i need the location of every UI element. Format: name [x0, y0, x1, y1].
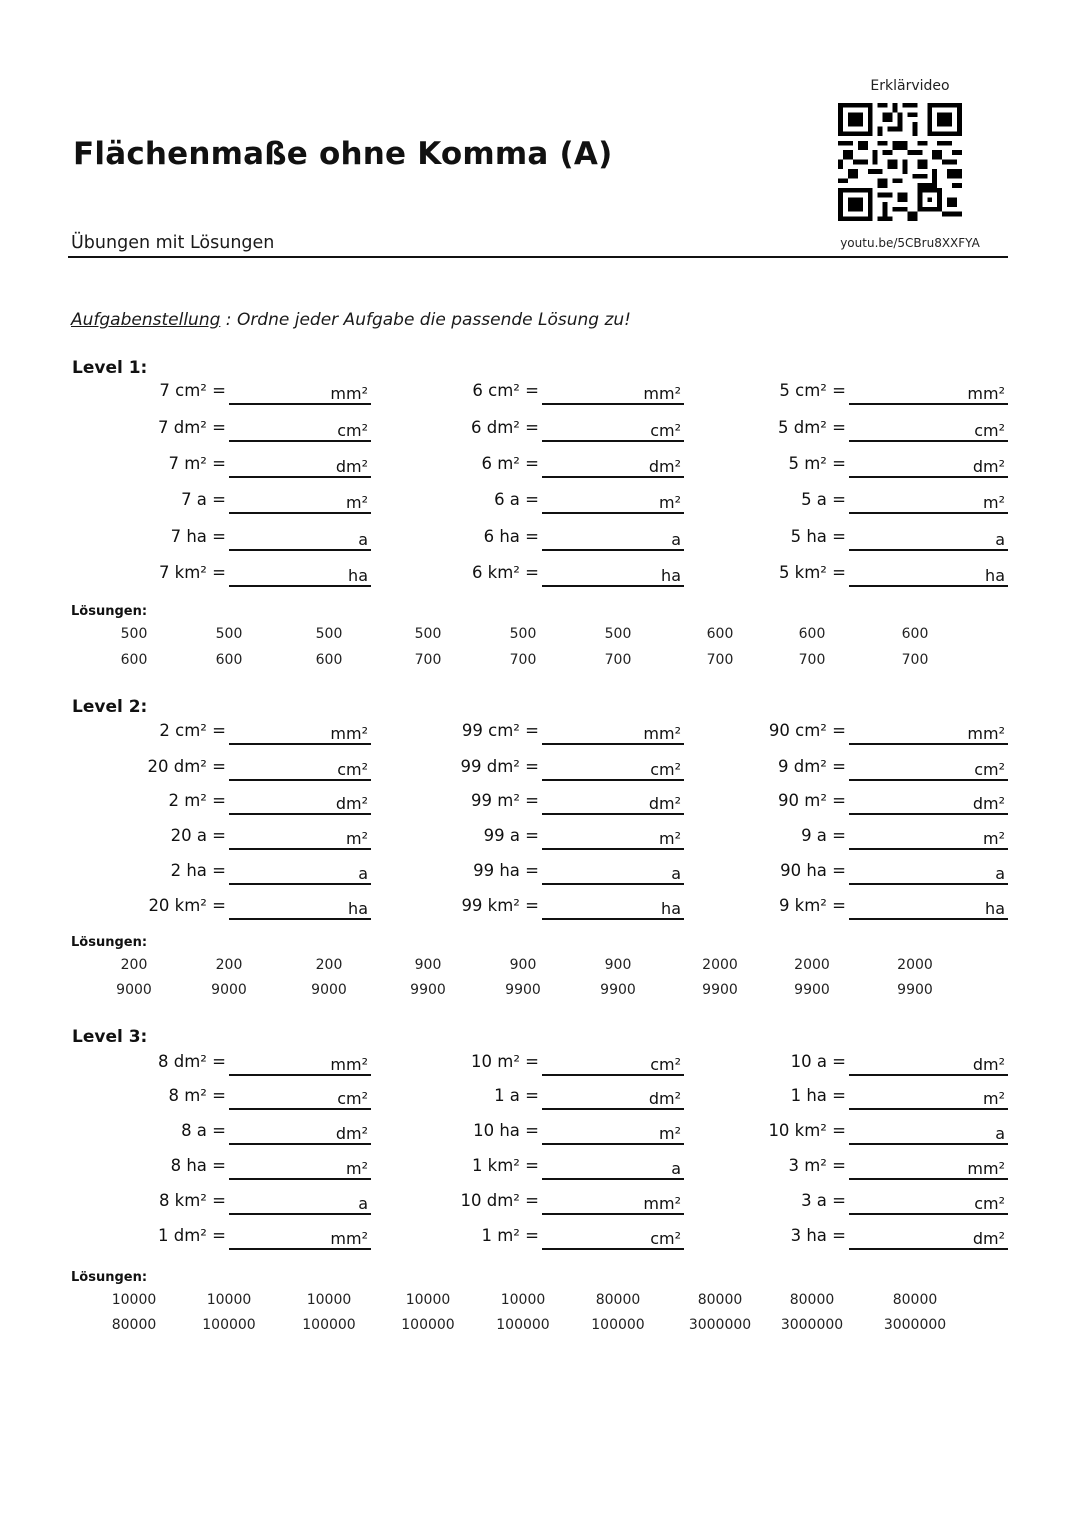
target-unit: cm² [974, 760, 1005, 779]
target-unit: a [995, 864, 1005, 883]
exercise-term: 20 dm² = [147, 757, 226, 776]
solution-value[interactable]: 9000 [311, 982, 347, 998]
exercise-term: 7 km² = [158, 563, 226, 582]
solution-value[interactable]: 200 [120, 957, 148, 973]
solution-value[interactable]: 200 [215, 957, 243, 973]
target-unit: mm² [643, 724, 681, 743]
exercise-term: 5 a = [801, 490, 846, 509]
solutions-title: Lösungen: [71, 935, 148, 950]
solution-value[interactable]: 10000 [206, 1292, 252, 1308]
exercise-term: 1 a = [494, 1086, 539, 1105]
solution-value[interactable]: 2000 [794, 957, 830, 973]
target-unit: a [995, 530, 1005, 549]
target-unit: a [671, 530, 681, 549]
solution-value[interactable]: 2000 [897, 957, 933, 973]
exercise-row [0, 1086, 1080, 1116]
exercise-term: 9 dm² = [778, 757, 846, 776]
target-unit: dm² [972, 1229, 1005, 1248]
target-unit: cm² [650, 421, 681, 440]
solutions-title: Lösungen: [71, 604, 148, 619]
solution-value[interactable]: 500 [315, 626, 343, 642]
solution-value[interactable]: 100000 [202, 1317, 256, 1333]
solutions-title: Lösungen: [71, 1270, 148, 1285]
exercise-row [0, 563, 1080, 593]
exercise-row [0, 721, 1080, 751]
exercise-row [0, 861, 1080, 891]
exercise-term: 10 m² = [471, 1052, 539, 1071]
exercise-term: 2 m² = [168, 791, 226, 810]
target-unit: dm² [972, 457, 1005, 476]
solution-value[interactable]: 100000 [496, 1317, 550, 1333]
exercise-row [0, 826, 1080, 856]
answer-blank[interactable] [849, 1178, 1008, 1180]
exercise-term: 3 m² = [788, 1156, 846, 1175]
target-unit: a [358, 1194, 368, 1213]
solution-value[interactable]: 700 [706, 652, 734, 668]
video-label: Erklärvideo [870, 78, 950, 94]
exercise-term: 90 ha = [780, 861, 846, 880]
target-unit: a [671, 1159, 681, 1178]
answer-blank[interactable] [849, 1143, 1008, 1145]
page-subtitle: Übungen mit Lösungen [71, 233, 275, 253]
target-unit: mm² [967, 384, 1005, 403]
solution-value[interactable]: 80000 [789, 1292, 835, 1308]
task-instruction [71, 310, 631, 330]
target-unit: mm² [330, 1055, 368, 1074]
exercise-row [0, 418, 1080, 448]
answer-blank[interactable] [849, 918, 1008, 920]
solution-value[interactable]: 10000 [405, 1292, 451, 1308]
target-unit: cm² [650, 1229, 681, 1248]
answer-blank[interactable] [849, 549, 1008, 551]
solution-value[interactable]: 500 [414, 626, 442, 642]
exercise-term: 9 km² = [778, 896, 846, 915]
exercise-row [0, 381, 1080, 411]
solution-value[interactable]: 600 [706, 626, 734, 642]
target-unit: mm² [643, 1194, 681, 1213]
target-unit: mm² [330, 1229, 368, 1248]
exercise-row [0, 490, 1080, 520]
solution-value[interactable]: 500 [215, 626, 243, 642]
solution-value[interactable]: 80000 [595, 1292, 641, 1308]
exercise-term: 5 km² = [778, 563, 846, 582]
exercise-term: 6 m² = [481, 454, 539, 473]
solution-value[interactable]: 900 [414, 957, 442, 973]
target-unit: ha [985, 566, 1005, 585]
exercise-term: 20 km² = [148, 896, 226, 915]
target-unit: m² [346, 1159, 368, 1178]
target-unit: cm² [337, 421, 368, 440]
answer-blank[interactable] [849, 1248, 1008, 1250]
target-unit: dm² [972, 1055, 1005, 1074]
target-unit: dm² [335, 457, 368, 476]
video-link[interactable]: youtu.be/5CBru8XXFYA [840, 236, 980, 250]
exercise-row [0, 527, 1080, 557]
level-title: Level 3: [72, 1027, 148, 1047]
exercise-term: 6 km² = [471, 563, 539, 582]
answer-blank[interactable] [849, 743, 1008, 745]
exercise-term: 1 km² = [471, 1156, 539, 1175]
solution-value[interactable]: 9900 [794, 982, 830, 998]
exercise-term: 8 dm² = [158, 1052, 226, 1071]
target-unit: ha [348, 566, 368, 585]
solution-value[interactable]: 9000 [211, 982, 247, 998]
exercise-term: 3 a = [801, 1191, 846, 1210]
answer-blank[interactable] [849, 1213, 1008, 1215]
exercise-term: 1 dm² = [158, 1226, 226, 1245]
solution-value[interactable]: 9900 [702, 982, 738, 998]
qr-code-icon[interactable] [838, 103, 962, 221]
exercise-term: 1 m² = [481, 1226, 539, 1245]
target-unit: a [995, 1124, 1005, 1143]
exercise-term: 99 km² = [461, 896, 539, 915]
target-unit: a [358, 530, 368, 549]
solution-value[interactable]: 3000000 [780, 1317, 844, 1333]
page-title: Flächenmaße ohne Komma (A) [73, 136, 613, 172]
exercise-term: 90 cm² = [768, 721, 846, 740]
solution-value[interactable]: 9900 [505, 982, 541, 998]
target-unit: m² [659, 829, 681, 848]
solution-value[interactable]: 700 [901, 652, 929, 668]
exercise-term: 6 ha = [483, 527, 539, 546]
task-label: Aufgabenstellung [71, 310, 221, 330]
target-unit: cm² [650, 1055, 681, 1074]
solution-value[interactable]: 80000 [892, 1292, 938, 1308]
solution-value[interactable]: 10000 [500, 1292, 546, 1308]
solution-value[interactable]: 9900 [600, 982, 636, 998]
solution-value[interactable]: 700 [509, 652, 537, 668]
exercise-term: 7 a = [181, 490, 226, 509]
exercise-term: 8 m² = [168, 1086, 226, 1105]
answer-blank[interactable] [849, 440, 1008, 442]
solution-value[interactable]: 100000 [401, 1317, 455, 1333]
target-unit: m² [346, 829, 368, 848]
solution-value[interactable]: 100000 [302, 1317, 356, 1333]
target-unit: a [358, 864, 368, 883]
solution-value[interactable]: 100000 [591, 1317, 645, 1333]
exercise-term: 5 m² = [788, 454, 846, 473]
solution-value[interactable]: 600 [315, 652, 343, 668]
solution-value[interactable]: 700 [604, 652, 632, 668]
target-unit: ha [348, 899, 368, 918]
task-separator: : [220, 310, 237, 330]
target-unit: cm² [337, 1089, 368, 1108]
target-unit: dm² [648, 457, 681, 476]
exercise-row [0, 896, 1080, 926]
level-title: Level 2: [72, 697, 148, 717]
solution-value[interactable]: 600 [901, 626, 929, 642]
solution-value[interactable]: 500 [509, 626, 537, 642]
target-unit: ha [661, 899, 681, 918]
exercise-term: 10 km² = [768, 1121, 846, 1140]
header-divider [68, 256, 1008, 258]
exercise-term: 5 cm² = [779, 381, 846, 400]
target-unit: m² [346, 493, 368, 512]
exercise-row [0, 1121, 1080, 1151]
exercise-term: 3 ha = [790, 1226, 846, 1245]
solution-value[interactable]: 900 [509, 957, 537, 973]
exercise-term: 90 m² = [778, 791, 846, 810]
solution-value[interactable]: 3000000 [688, 1317, 752, 1333]
answer-blank[interactable] [849, 403, 1008, 405]
exercise-term: 10 dm² = [460, 1191, 539, 1210]
exercise-term: 7 ha = [170, 527, 226, 546]
solution-value[interactable]: 3000000 [883, 1317, 947, 1333]
target-unit: mm² [643, 384, 681, 403]
exercise-term: 2 ha = [170, 861, 226, 880]
exercise-row [0, 1052, 1080, 1082]
solution-value[interactable]: 500 [604, 626, 632, 642]
exercise-term: 1 ha = [790, 1086, 846, 1105]
answer-blank[interactable] [849, 585, 1008, 587]
answer-blank[interactable] [849, 1108, 1008, 1110]
solution-value[interactable]: 9900 [410, 982, 446, 998]
solution-value[interactable]: 9900 [897, 982, 933, 998]
solution-value[interactable]: 80000 [697, 1292, 743, 1308]
answer-blank[interactable] [849, 813, 1008, 815]
solution-value[interactable]: 10000 [111, 1292, 157, 1308]
target-unit: m² [983, 1089, 1005, 1108]
level-title: Level 1: [72, 358, 148, 378]
solution-value[interactable]: 500 [120, 626, 148, 642]
target-unit: dm² [648, 1089, 681, 1108]
target-unit: dm² [335, 794, 368, 813]
exercise-term: 7 cm² = [159, 381, 226, 400]
solution-value[interactable]: 700 [414, 652, 442, 668]
exercise-term: 99 m² = [471, 791, 539, 810]
answer-blank[interactable] [849, 1074, 1008, 1076]
target-unit: m² [983, 493, 1005, 512]
target-unit: cm² [337, 760, 368, 779]
target-unit: m² [659, 1124, 681, 1143]
solution-value[interactable]: 10000 [306, 1292, 352, 1308]
target-unit: mm² [967, 724, 1005, 743]
solution-value[interactable]: 600 [215, 652, 243, 668]
exercise-term: 6 dm² = [471, 418, 539, 437]
target-unit: ha [661, 566, 681, 585]
answer-blank[interactable] [849, 779, 1008, 781]
target-unit: cm² [650, 760, 681, 779]
exercise-row [0, 791, 1080, 821]
exercise-row [0, 1156, 1080, 1186]
exercise-row [0, 454, 1080, 484]
exercise-term: 9 a = [801, 826, 846, 845]
solution-value[interactable]: 2000 [702, 957, 738, 973]
exercise-term: 8 ha = [170, 1156, 226, 1175]
target-unit: dm² [972, 794, 1005, 813]
exercise-term: 6 cm² = [472, 381, 539, 400]
answer-blank[interactable] [849, 883, 1008, 885]
target-unit: mm² [330, 724, 368, 743]
exercise-term: 99 dm² = [460, 757, 539, 776]
exercise-term: 7 dm² = [158, 418, 226, 437]
exercise-row [0, 1191, 1080, 1221]
exercise-row [0, 757, 1080, 787]
exercise-term: 5 ha = [790, 527, 846, 546]
solution-value[interactable]: 600 [120, 652, 148, 668]
exercise-term: 10 a = [790, 1052, 846, 1071]
exercise-term: 99 cm² = [461, 721, 539, 740]
task-text: Ordne jeder Aufgabe die passende Lösung zu! [236, 310, 631, 330]
solution-value[interactable]: 900 [604, 957, 632, 973]
target-unit: dm² [648, 794, 681, 813]
exercise-term: 7 m² = [168, 454, 226, 473]
target-unit: cm² [974, 1194, 1005, 1213]
target-unit: mm² [330, 384, 368, 403]
target-unit: mm² [967, 1159, 1005, 1178]
answer-blank[interactable] [849, 848, 1008, 850]
answer-blank[interactable] [849, 476, 1008, 478]
solution-value[interactable]: 700 [798, 652, 826, 668]
exercise-term: 20 a = [170, 826, 226, 845]
target-unit: ha [985, 899, 1005, 918]
target-unit: cm² [974, 421, 1005, 440]
solution-value[interactable]: 200 [315, 957, 343, 973]
exercise-term: 8 a = [181, 1121, 226, 1140]
target-unit: dm² [335, 1124, 368, 1143]
answer-blank[interactable] [849, 512, 1008, 514]
exercise-term: 5 dm² = [778, 418, 846, 437]
solution-value[interactable]: 9000 [116, 982, 152, 998]
solution-value[interactable]: 80000 [111, 1317, 157, 1333]
exercise-term: 6 a = [494, 490, 539, 509]
exercise-term: 10 ha = [473, 1121, 539, 1140]
exercise-term: 8 km² = [158, 1191, 226, 1210]
target-unit: a [671, 864, 681, 883]
exercise-term: 2 cm² = [159, 721, 226, 740]
exercise-term: 99 a = [483, 826, 539, 845]
target-unit: m² [983, 829, 1005, 848]
exercise-row [0, 1226, 1080, 1256]
exercise-term: 99 ha = [473, 861, 539, 880]
target-unit: m² [659, 493, 681, 512]
solution-value[interactable]: 600 [798, 626, 826, 642]
